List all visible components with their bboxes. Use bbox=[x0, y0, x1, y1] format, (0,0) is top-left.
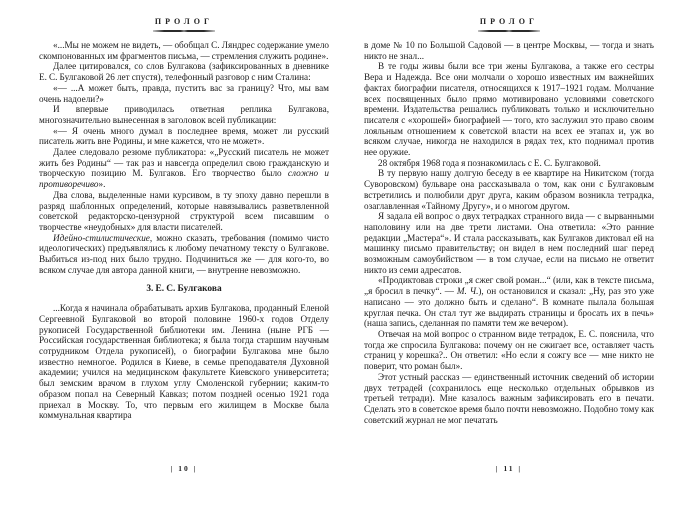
page-number-right: | 11 | bbox=[495, 464, 523, 473]
paragraph bbox=[364, 61, 654, 157]
text-run: ». bbox=[98, 179, 106, 190]
paragraph bbox=[39, 104, 329, 125]
running-head-left: ПРОЛОГ bbox=[154, 17, 214, 26]
text-run: Идейно-стилистические bbox=[53, 232, 150, 243]
paragraph bbox=[39, 303, 329, 421]
text-run: ), он остановился и сказал: „Ну, раз это уже написано — это должно быть и сделано“. В комнате пылала большая круглая печка. Он стал тут же выдирать страницы и бросать их в печь» (наша запись, сделанная по памяти тем же вечером). bbox=[364, 286, 654, 329]
text-run: И впервые приводилась ответная реплика Булгакова, многозначительно вынесенная в заголовок всей публикации: bbox=[39, 104, 329, 125]
page-number-left: | 10 | bbox=[170, 464, 198, 473]
text-run: Далее цитировался, со слов Булгакова (зафиксированных в дневнике Е. С. Булгаковой 26 лет спустя), телефонный разговор с ним Сталина: bbox=[39, 61, 329, 83]
paragraph bbox=[364, 168, 654, 211]
text-run: сложно и противоречиво bbox=[39, 168, 330, 190]
section-heading: 3. Е. С. Булгакова bbox=[146, 284, 222, 295]
paragraph bbox=[39, 147, 329, 190]
paragraph bbox=[39, 233, 329, 276]
paragraph bbox=[39, 83, 329, 104]
page-left bbox=[39, 0, 329, 506]
text-run: , можно сказать, требования (помимо чисто идеологических) предъявлялись к любому печатному тексту о Булгакове. Выбиться из-под них было трудно. Подчиниться же — для кого-то, во всяком случае для автора данной книги, — внутренне невозможно. bbox=[39, 232, 329, 275]
paragraph bbox=[39, 61, 329, 82]
text-run: Далее следовало резюме публикатора: «„Русский писатель не может жить без Родины“ — так раз и навсегда определил свою гражданскую и творческую позицию М. Булгаков. Его творчество было bbox=[39, 147, 329, 179]
text-run: «— ...А может быть, правда, пустить вас за границу? Что, мы вам очень надоели?» bbox=[39, 82, 329, 104]
paragraph bbox=[39, 126, 329, 147]
running-head-rule-left bbox=[153, 30, 215, 32]
running-head-right: ПРОЛОГ bbox=[479, 17, 539, 26]
text-run: Я задала ей вопрос о двух тетрадках странного вида — с вырванными наполовину или на две трети листами. Она ответила: «Это ранние редакции „Мастера“». И стала рассказывать, как Булгаков диктовал ей на машинку письмо правительству; он видел в нем последний шаг перед возможным самоубийством — в том случае, если на письмо не ответит никто из семи адресатов. bbox=[364, 211, 654, 275]
text-run: «...Мы не можем не видеть, — обобщал С. Ляндрес содержание умело скомпонованных им фрагментов письма, — стремления служить родине». bbox=[39, 40, 329, 61]
text-run: в доме № 10 по Большой Садовой — в центре Москвы, — тогда и знать никто не знал... bbox=[364, 40, 654, 61]
text-run: М. Ч. bbox=[456, 286, 479, 297]
paragraph bbox=[364, 40, 654, 61]
text-run: Отвечая на мой вопрос о странном виде тетрадок, Е. С. пояснила, что тогда же спросила Булгакова: почему он не сжигает все, оставляет часть страниц у корешка?.. Он ответил: «Но если я сожгу все — мне никто не поверит, что роман был». bbox=[364, 328, 654, 372]
page-left-text bbox=[39, 40, 329, 421]
running-head-rule-right bbox=[478, 30, 540, 32]
paragraph bbox=[364, 158, 654, 169]
text-run: Два слова, выделенные нами курсивом, в ту эпоху давно перешли в разряд шаблонных определений, которые навязывались разветвленной советской редакторско-цензурной структурой всем писавшим о творчестве «неудобных» для власти писателей. bbox=[39, 189, 329, 232]
paragraph bbox=[364, 329, 654, 372]
text-run: ...Когда я начинала обрабатывать архив Булгакова, проданный Еленой Сергеевной Булгаковой во второй половине 1960-х годов Отделу рукописей Государственной библиотеки им. Ленина (ныне РГБ — Российская государственная библиотека; я была тогда старшим научным сотрудником Отдела рукописей), о биографии Булгакова мне было известно немногое. Родился в Киеве, в семье преподавателя Духовной академии; учился на медицинском факультете Киевского университета; был земским врачом в глухом углу Смоленской губернии; каким-то образом попал на Северный Кавказ; потом поздней осенью 1921 года приехал в Москву. То, что первым его жилищем в Москве была коммунальная квартира bbox=[39, 303, 329, 421]
text-run: «— Я очень много думал в последнее время, может ли русский писатель жить вне Родины, и мне кажется, что не может». bbox=[39, 125, 329, 147]
text-run: «Продиктовав строки „я сжег свой роман...“ (или, как в тексте письма, „я бросил в печку“. — bbox=[364, 275, 654, 297]
text-run: 28 октября 1968 года я познакомилась с Е. С. Булгаковой. bbox=[378, 157, 601, 168]
page-right bbox=[364, 0, 654, 506]
paragraph bbox=[39, 40, 329, 61]
paragraph bbox=[39, 190, 329, 233]
text-run: В те годы живы были все три жены Булгакова, а также его сестры Вера и Надежда. Все они молчали о хорошо известных им важнейших фактах биографии писателя, относящихся к 1917–1921 годам. Молчание всех посвященных было прямо мотивировано условиями советского времени. Издательства решались публиковать только и исключительно писателя с «хорошей» биографией — того, кто заслужил это право своим лояльным отношением к советской власти на всех ее этапах и, уж во всяком случае, никогда не находился в рядах тех, кто поднимал против нее оружие. bbox=[364, 61, 654, 158]
text-run: В ту первую нашу долгую беседу в ее квартире на Никитском (тогда Суворовском) бульваре она рассказывала о том, как они с Булгаковым встретились и полюбили друг друга, каким образом возникла тетрадка, озаглавленная «Тайному Другу», и о многом другом. bbox=[364, 168, 654, 211]
text-run: Этот устный рассказ — единственный источник сведений об истории двух тетрадей (сохранилось еще несколько отдельных обрывков из третьей тетради). Мне казалось важным зафиксировать его в печати. Сделать это в советское время было почти невозможно. Подобно тому как советский журнал не мог печатать bbox=[364, 371, 654, 425]
paragraph bbox=[364, 275, 654, 329]
paragraph bbox=[364, 211, 654, 275]
page-right-text bbox=[364, 40, 654, 425]
paragraph bbox=[364, 372, 654, 426]
